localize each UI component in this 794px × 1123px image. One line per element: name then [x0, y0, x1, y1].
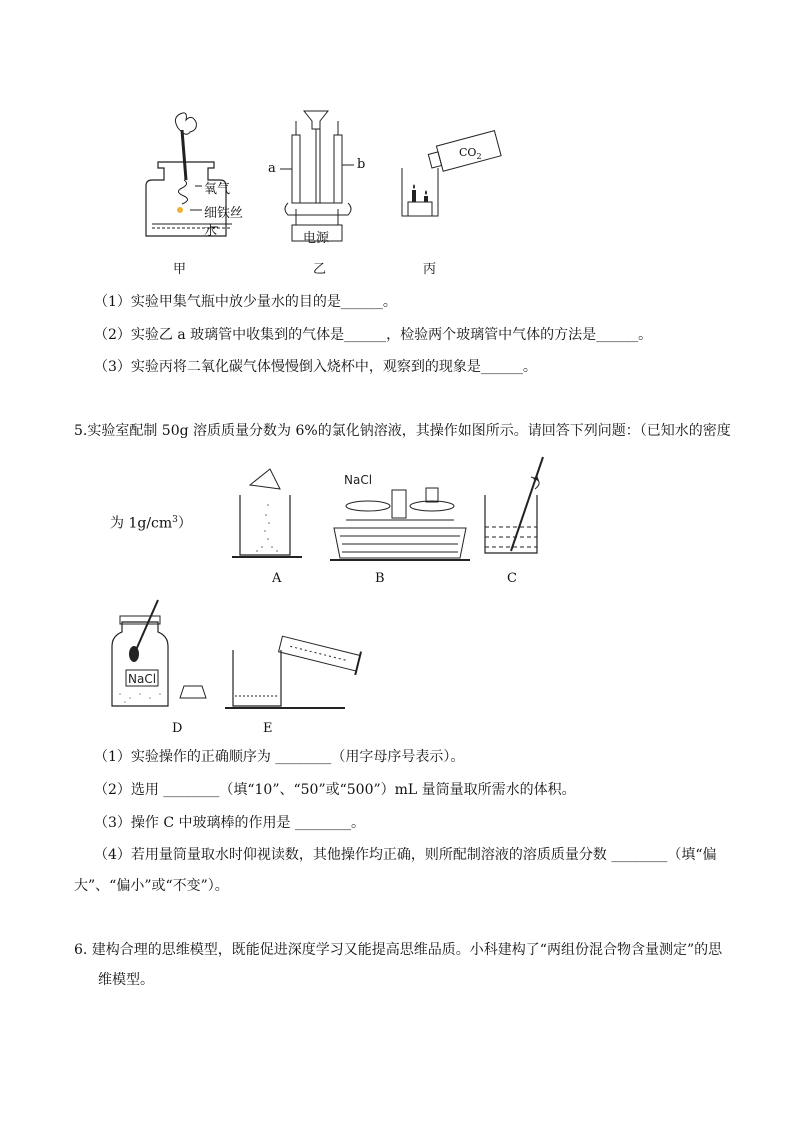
label-water: 水: [204, 224, 218, 239]
label-op-d: D: [172, 721, 183, 736]
jar-nacl-label: NaCl: [128, 672, 157, 686]
q4-item-2: （2）实验乙 a 玻璃管中收集到的气体是______，检验两个玻璃管中气体的方法是______。: [94, 327, 653, 343]
q5-item-2: （2）选用 ________（填“10”、“50”或“500”）mL 量筒量取所需水的体积。: [94, 782, 576, 798]
label-oxygen: 氧气: [204, 182, 231, 197]
operation-e-figure: [225, 630, 375, 710]
q5-stem-cont-text: 为 1g/cm: [110, 515, 173, 532]
experiment-jia-figure: [140, 110, 260, 260]
label-op-a: A: [272, 571, 282, 586]
q5-item-3: （3）操作 C 中玻璃棒的作用是 ________。: [94, 815, 365, 831]
caption-yi: 乙: [313, 262, 327, 277]
q6-stem: 6. 建构合理的思维模型，既能促进深度学习又能提高思维品质。小科建构了“两组份混合物含量测定”的思: [74, 942, 723, 958]
label-a: a: [268, 161, 276, 176]
label-co2-sub: 2: [476, 152, 482, 162]
operation-b-figure: [330, 470, 470, 565]
q4-item-1: （1）实验甲集气瓶中放少量水的目的是______。: [94, 294, 397, 310]
label-b: b: [357, 157, 366, 172]
experiment-bing-figure: [398, 128, 508, 228]
caption-jia: 甲: [173, 262, 187, 277]
label-iron-wire: 细铁丝: [204, 206, 244, 221]
q6-stem-cont: 维模型。: [98, 972, 154, 988]
label-co2-text: CO: [459, 146, 477, 159]
q5-item-4: （4）若用量筒量取水时仰视读数，其他操作均正确，则所配制溶液的溶质质量分数 ________（填“偏: [94, 847, 717, 863]
label-op-b: B: [375, 571, 385, 586]
q4-item-3: （3）实验丙将二氧化碳气体慢慢倒入烧杯中，观察到的现象是______。: [94, 359, 537, 375]
experiment-yi-figure: [270, 105, 380, 245]
caption-bing: 丙: [423, 262, 437, 277]
label-power: 电源: [303, 231, 330, 246]
operation-c-figure: [477, 455, 567, 555]
label-op-c: C: [507, 571, 517, 586]
operation-a-figure: [232, 465, 312, 565]
balance-nacl-label: NaCl: [344, 473, 373, 487]
q5-stem-end: ）: [177, 515, 192, 532]
q5-stem: 5.实验室配制 50g 溶质质量分数为 6%的氯化钠溶液，其操作如图所示。请回答下列问题：（已知水的密度: [74, 423, 731, 439]
q5-stem-cont: [110, 510, 192, 534]
q5-item-1: （1）实验操作的正确顺序为 ________（用字母序号表示）。: [94, 749, 465, 765]
label-co2: [459, 146, 482, 161]
q5-item-4-cont: 大”、“偏小”或“不变”）。: [74, 878, 229, 894]
operation-d-figure: [110, 598, 220, 713]
q5-stem-sup: 3: [172, 515, 178, 525]
label-op-e: E: [263, 721, 273, 736]
